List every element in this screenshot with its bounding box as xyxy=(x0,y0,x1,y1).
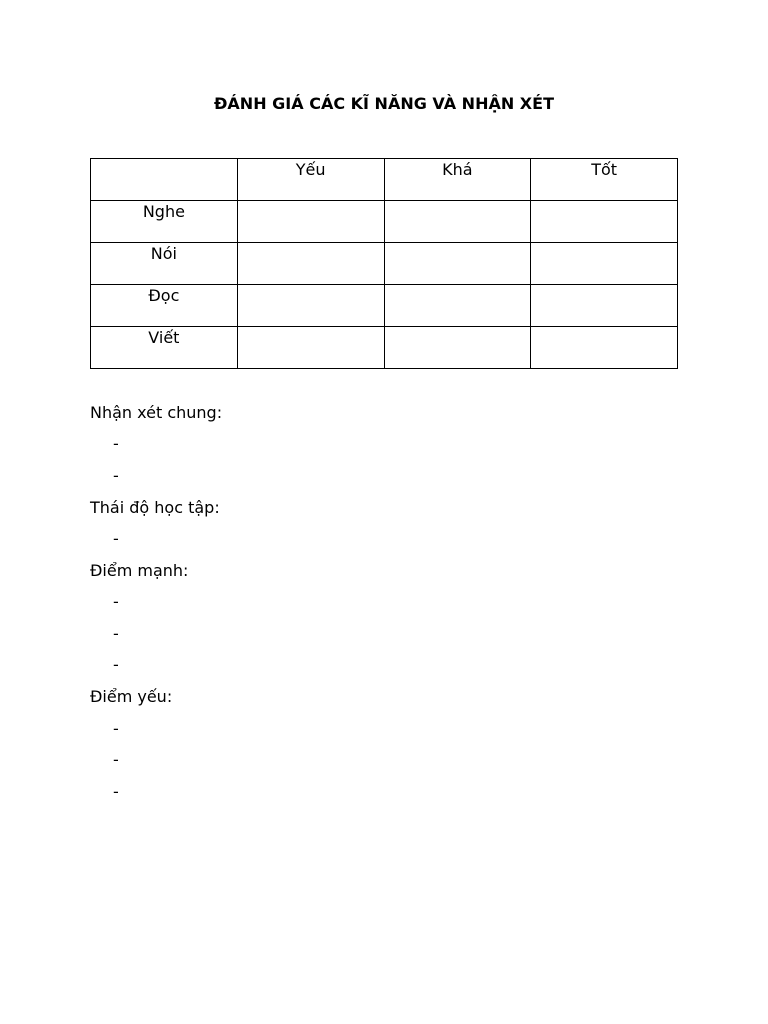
header-cell-good: Tốt xyxy=(531,159,678,201)
section-strengths-label: Điểm mạnh: xyxy=(90,561,189,580)
row-label-cell: Nghe xyxy=(91,201,238,243)
row-label-cell: Nói xyxy=(91,243,238,285)
section-attitude-label: Thái độ học tập: xyxy=(90,498,220,517)
list-item-dash: - xyxy=(113,434,119,453)
rating-cell xyxy=(531,243,678,285)
table-row xyxy=(91,285,678,327)
table-header-row xyxy=(91,159,678,201)
rating-cell xyxy=(237,243,384,285)
section-weaknesses-label: Điểm yếu: xyxy=(90,687,173,706)
row-label-cell: Viết xyxy=(91,327,238,369)
rating-cell xyxy=(384,201,531,243)
table-row xyxy=(91,243,678,285)
skills-table xyxy=(90,158,678,369)
list-item-dash: - xyxy=(113,719,119,738)
header-cell-fair: Khá xyxy=(384,159,531,201)
list-item-dash: - xyxy=(113,655,119,674)
rating-cell xyxy=(237,285,384,327)
rating-cell xyxy=(531,285,678,327)
list-item-dash: - xyxy=(113,782,119,801)
rating-cell xyxy=(237,327,384,369)
list-item-dash: - xyxy=(113,624,119,643)
header-cell-empty xyxy=(91,159,238,201)
table-row xyxy=(91,327,678,369)
section-general-comments-label: Nhận xét chung: xyxy=(90,403,223,422)
rating-cell xyxy=(237,201,384,243)
rating-cell xyxy=(531,201,678,243)
rating-cell xyxy=(531,327,678,369)
list-item-dash: - xyxy=(113,750,119,769)
rating-cell xyxy=(384,243,531,285)
header-cell-weak: Yếu xyxy=(237,159,384,201)
list-item-dash: - xyxy=(113,466,119,485)
page-title: ĐÁNH GIÁ CÁC KĨ NĂNG VÀ NHẬN XÉT xyxy=(214,94,554,113)
list-item-dash: - xyxy=(113,529,119,548)
row-label-cell: Đọc xyxy=(91,285,238,327)
rating-cell xyxy=(384,327,531,369)
list-item-dash: - xyxy=(113,592,119,611)
table-row xyxy=(91,201,678,243)
rating-cell xyxy=(384,285,531,327)
